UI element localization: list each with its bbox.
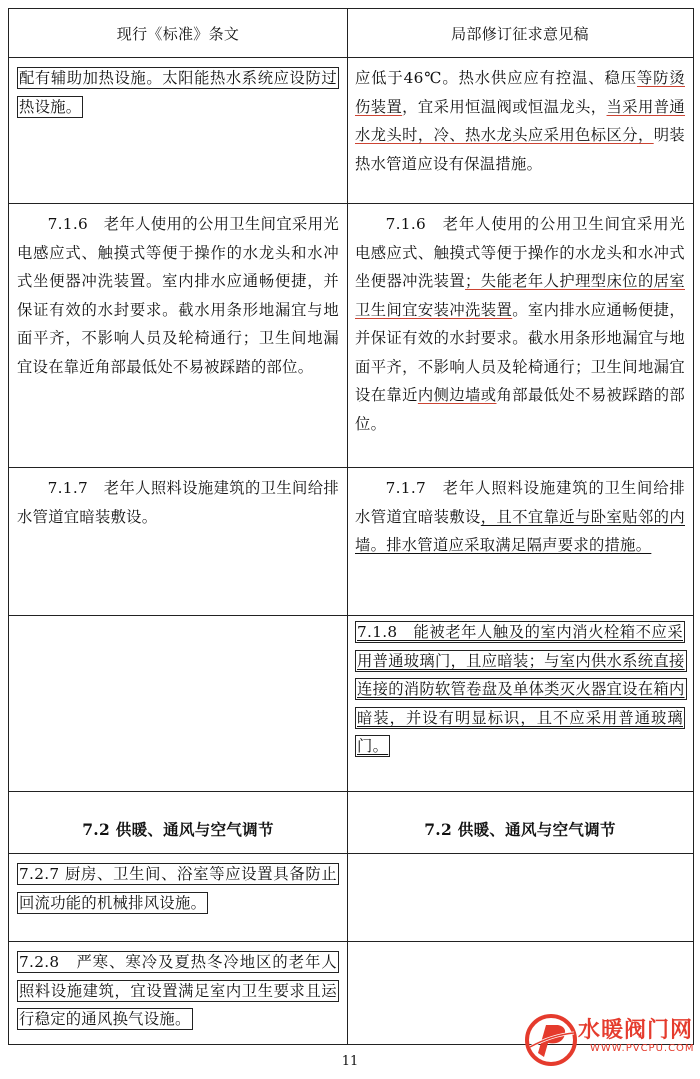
row1-right-text: 明装热水管道应设有保温措施。 (355, 126, 686, 173)
row6-left-boxed-text: 7.2.7 厨房、卫生间、浴室等应设置具备防止回流功能的机械排风设施。 (19, 865, 337, 912)
row1-right-underlined: 等防烫伤装置 (355, 69, 685, 116)
row1-left-cell (9, 58, 347, 203)
row3-left-cell: 7.1.7 老年人照料设施建筑的卫生间给排水管道宜暗装敷设。 (17, 479, 339, 526)
row3-right-cell (347, 468, 693, 615)
row6-right-cell-empty (347, 854, 693, 941)
page-number: 11 (341, 1054, 359, 1069)
row4-left-cell-empty (9, 616, 347, 791)
table-row (9, 853, 693, 941)
header-current-standard: 现行《标准》条文 (116, 25, 240, 43)
row2-right-text: 角部最低处不易被踩踏的部位。 (355, 386, 686, 433)
section-row (9, 791, 693, 853)
row1-right-text: ，宜采用恒温阀或恒温龙头， (402, 97, 607, 116)
comparison-table (8, 8, 694, 1045)
brand-logo-icon (524, 1013, 578, 1067)
row1-left-boxed-text: 配有辅助加热设施。太阳能热水系统应设防过热设施。 (19, 69, 337, 116)
table-row (9, 467, 693, 615)
row2-right-cell (347, 204, 693, 467)
row6-left-cell (9, 854, 347, 941)
watermark-url-text: WWW.PVCPU.COM (590, 1043, 695, 1054)
row3-right-underlined: ，且不宜靠近与卧室贴邻的内墙。排水管道应采取满足隔声要求的措施。 (355, 507, 685, 554)
row4-right-boxed-text: 7.1.8 能被老年人触及的室内消火栓箱不应采用普通玻璃门，且应暗装；与室内供水系统直接连接的消防软管卷盘及单体类灭火器宜设在箱内暗装，并设有明显标识，且不应采用普通玻璃门。 (357, 623, 685, 755)
row2-right-underlined: ；失能老年人护理型床位的居室卫生间宜安装冲洗装置 (355, 272, 685, 319)
row2-right-text: 。室内排水应通畅便捷，并保证有效的水封要求。截水用条形地漏宜与地面平齐，不影响人员及轮椅通行；卫生间地漏宜设在靠近 (355, 300, 685, 404)
section-heading-right: 7.2 供暖、通风与空气调节 (424, 820, 616, 839)
table-row (9, 203, 693, 467)
row2-right-underlined: 内侧边墙或 (417, 386, 497, 404)
row2-left-cell: 7.1.6 老年人使用的公用卫生间宜采用光电感应式、触摸式等便于操作的水龙头和水冲式坐便器冲洗装置。室内排水应通畅便捷，并保证有效的水封要求。截水用条形地漏宜与地面平齐，不影响人员及轮椅通行；卫生间地漏宜设在靠近角部最低处不易被踩踏的部位。 (17, 215, 339, 376)
header-revision-draft: 局部修订征求意见稿 (451, 25, 589, 43)
table-row (9, 57, 693, 203)
row2-right-text: 7.1.6 老年人使用的公用卫生间宜采用光电感应式、触摸式等便于操作的水龙头和水冲式坐便器冲洗装置 (355, 215, 685, 290)
header-row (9, 9, 693, 57)
table-row (9, 615, 693, 791)
watermark (524, 1011, 694, 1071)
row7-left-cell (9, 942, 347, 1044)
row4-right-cell (347, 616, 693, 791)
watermark-brand-text: 水暖阀门网 (578, 1018, 694, 1043)
section-heading-left: 7.2 供暖、通风与空气调节 (82, 820, 274, 839)
row1-right-cell (347, 58, 693, 203)
row3-right-text: 7.1.7 老年人照料设施建筑的卫生间给排水管道宜暗装敷设 (355, 479, 685, 526)
row7-left-boxed-text: 7.2.8 严寒、寒冷及夏热冬冷地区的老年人照料设施建筑，宜设置满足室内卫生要求且运行稳定的通风换气设施。 (19, 953, 337, 1028)
row1-right-text: 应低于46℃。热水供应应有控温、稳压 (355, 69, 637, 87)
row1-right-underlined: 当采用普通水龙头时，冷、热水龙头应采用色标区分， (355, 97, 686, 144)
